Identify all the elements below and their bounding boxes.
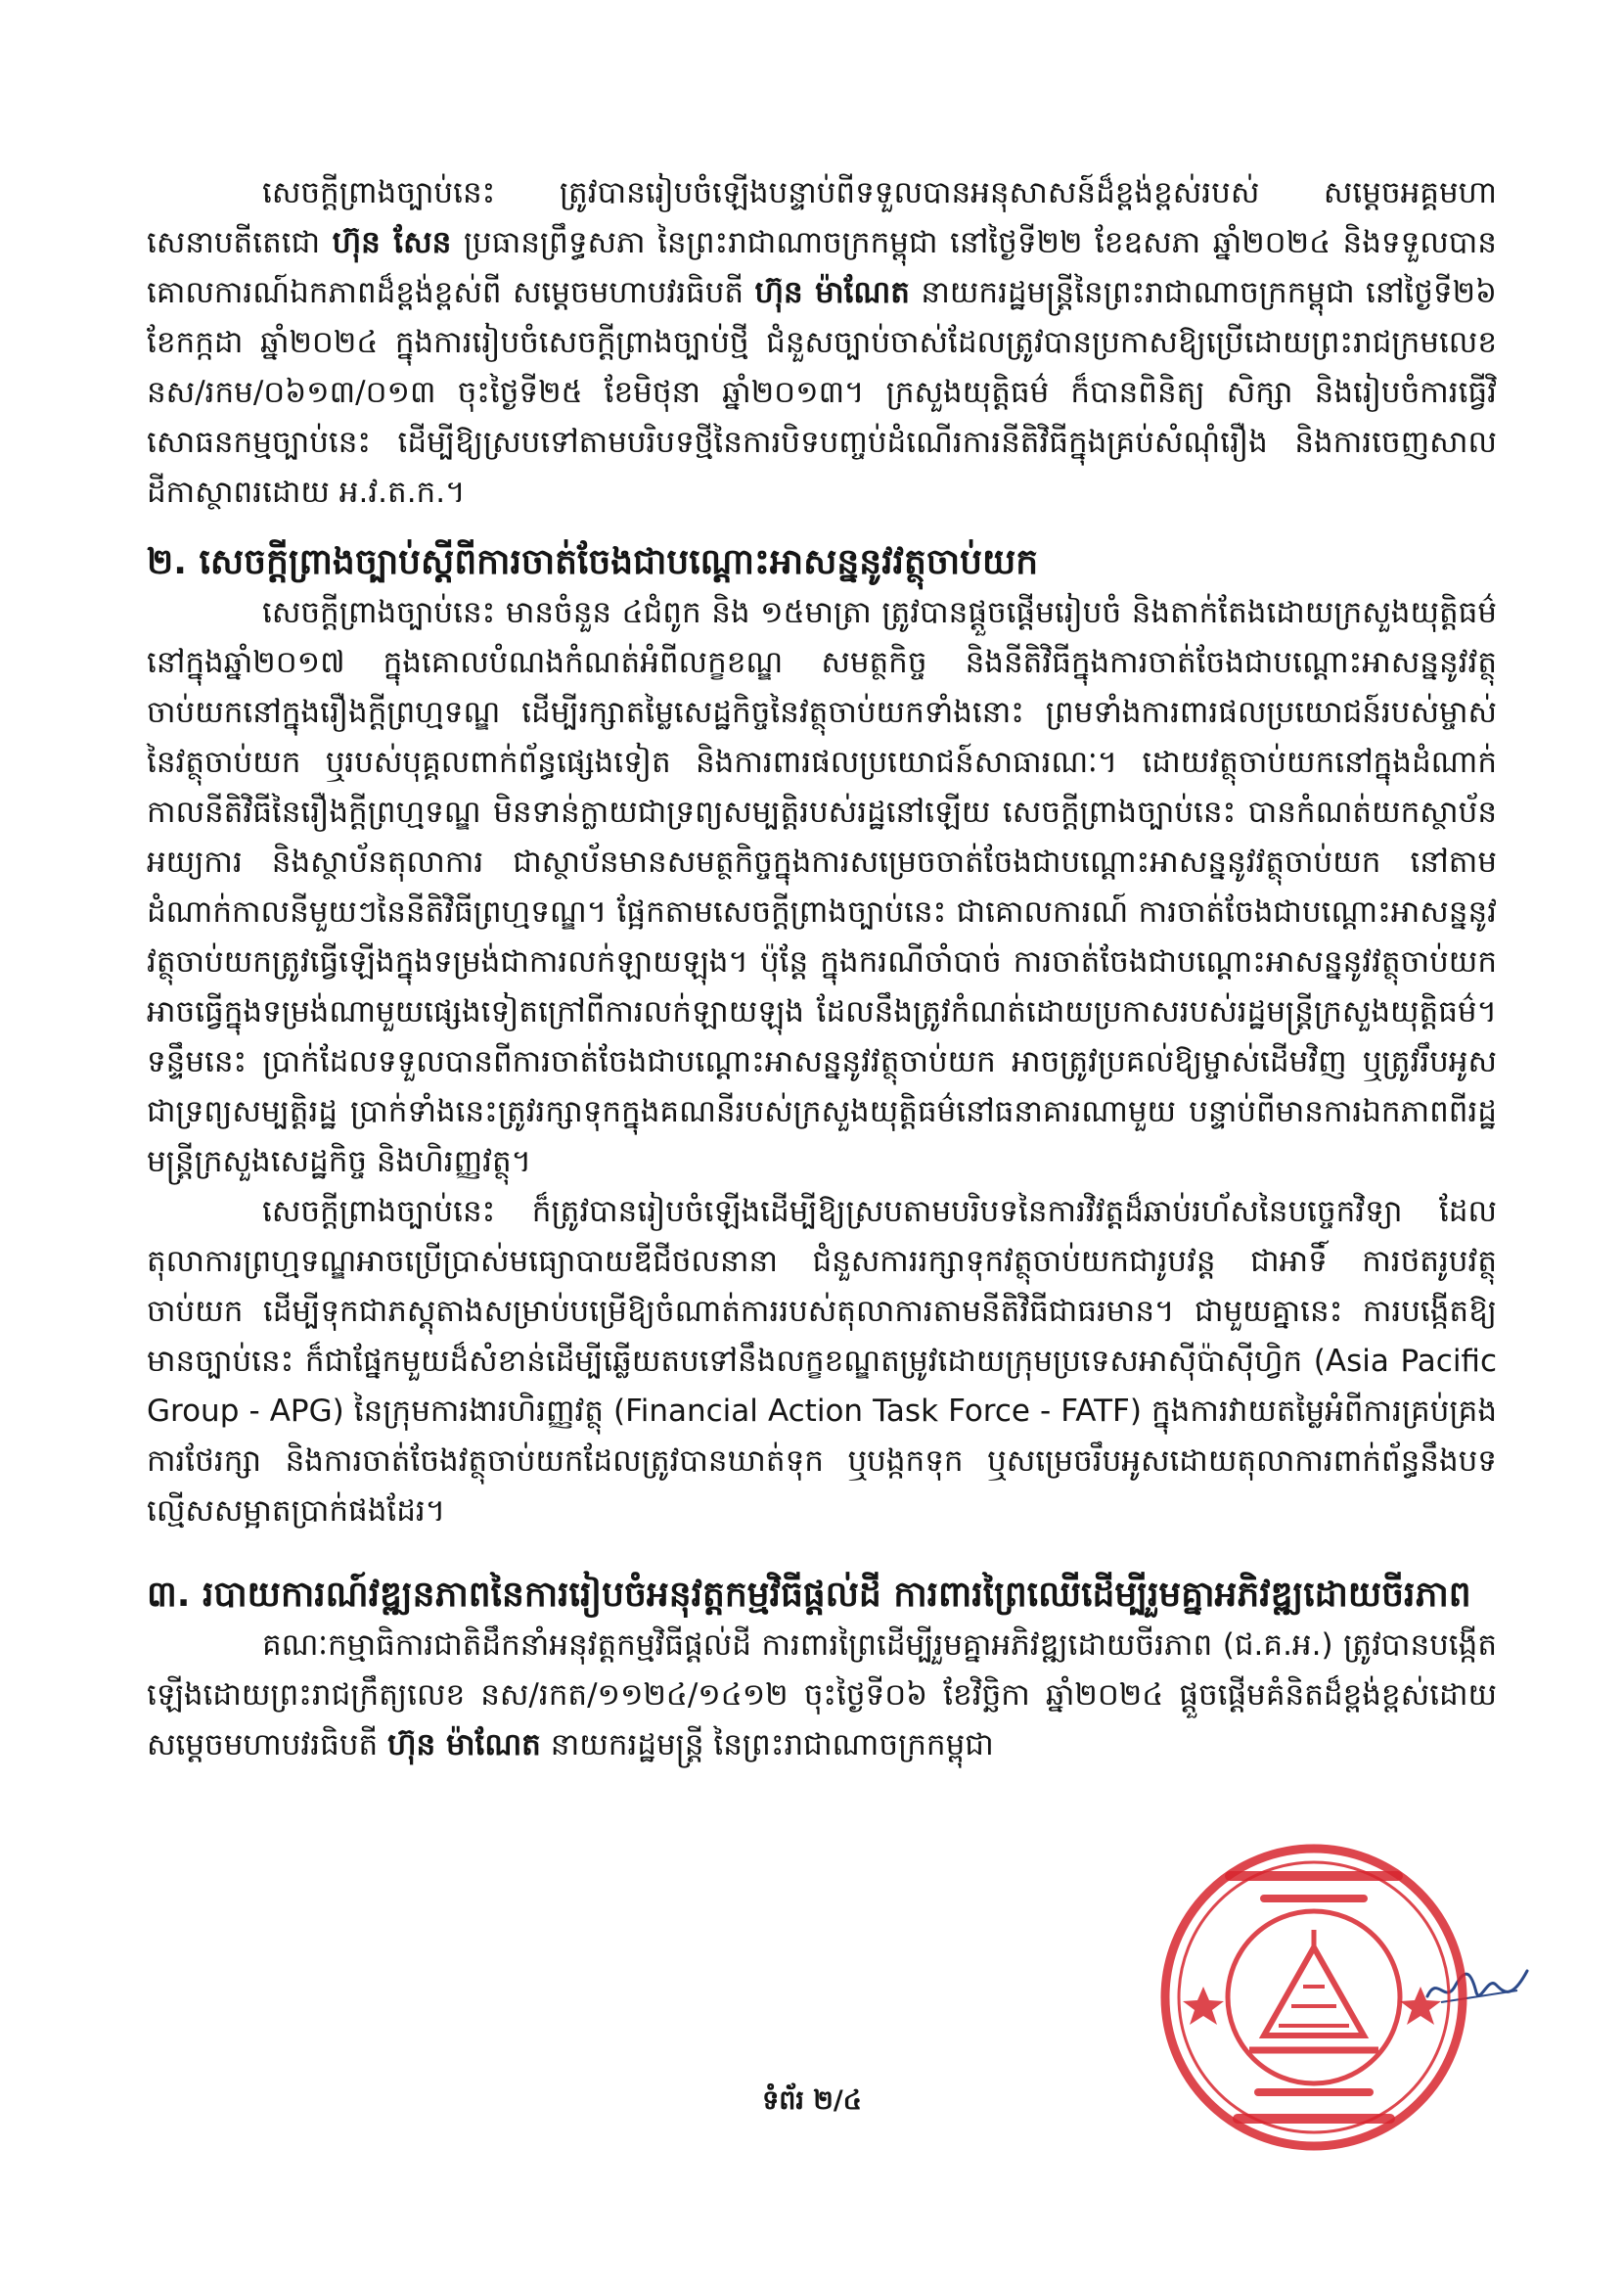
bold-name-hun-sen: ហ៊ុន សែន [332, 225, 452, 260]
section2-heading: ២. សេចក្តីព្រាងច្បាប់ស្តីពីការចាត់ចែងជាបណ្តោះអាសន្ននូវវត្ថុចាប់យក [147, 542, 1039, 582]
page-number: ទំព័រ ២/៤ [762, 2085, 862, 2116]
section3-heading: ៣. របាយការណ៍វឌ្ឍនភាពនៃការរៀបចំអនុវត្តកម្មវិធីផ្តល់ដី ការពារព្រៃឈើដើម្បីរួមគ្នាអភិវឌ្ឍដោយចីរភាព [147, 1575, 1471, 1615]
section1-paragraph [147, 168, 1497, 518]
section1-text-start: សេចក្តីព្រាងច្បាប់នេះ ត្រូវបានរៀបចំឡើងបន្ទាប់ពីទទួលបានអនុសាសន៍ដ៏ខ្ពង់ខ្ពស់របស់ សម្តេចអគ្គមហាសេនាបតីតេជោ [147, 175, 1497, 260]
section2-paragraph-1: សេចក្តីព្រាងច្បាប់នេះ មានចំនួន ៤ជំពូក និង ១៥មាត្រា ត្រូវបានផ្តួចផ្តើមរៀបចំ និងតាក់តែងដោយក្រសួងយុត្តិធម៌ នៅក្នុងឆ្នាំ២០១៧ ក្នុងគោលបំណងកំណត់អំពីលក្ខខណ្ឌ សមត្ថកិច្ច និងនីតិវិធីក្នុងការចាត់ចែងជាបណ្តោះអាសន្ននូវវត្ថុចាប់យកនៅក្នុងរឿងក្តីព្រហ្មទណ្ឌ ដើម្បីរក្សាតម្លៃសេដ្ឋកិច្ចនៃវត្ថុចាប់យកទាំងនោះ ព្រមទាំងការពារផលប្រយោជន៍របស់ម្ចាស់នៃវត្ថុចាប់យក ឬរបស់បុគ្គលពាក់ព័ន្ធផ្សេងទៀត និងការពារផលប្រយោជន៍សាធារណៈ។ ដោយវត្ថុចាប់យកនៅក្នុងដំណាក់កាលនីតិវិធីនៃរឿងក្តីព្រហ្មទណ្ឌ មិនទាន់ក្លាយជាទ្រព្យសម្បត្តិរបស់រដ្ឋនៅឡើយ សេចក្តីព្រាងច្បាប់នេះ បានកំណត់យកស្ថាប័នអយ្យការ និងស្ថាប័នតុលាការ ជាស្ថាប័នមានសមត្ថកិច្ចក្នុងការសម្រេចចាត់ចែងជាបណ្តោះអាសន្ននូវវត្ថុចាប់យក នៅតាមដំណាក់កាលនីមួយៗនៃនីតិវិធីព្រហ្មទណ្ឌ។ ផ្អែកតាមសេចក្តីព្រាងច្បាប់នេះ ជាគោលការណ៍ ការចាត់ចែងជាបណ្តោះអាសន្ននូវវត្ថុចាប់យកត្រូវធ្វើឡើងក្នុងទម្រង់ជាការលក់ឡាយឡុង។ ប៉ុន្តែ ក្នុងករណីចាំបាច់ ការចាត់ចែងជាបណ្តោះអាសន្ននូវវត្ថុចាប់យកអាចធ្វើក្នុងទម្រង់ណាមួយផ្សេងទៀតក្រៅពីការលក់ឡាយឡុង ដែលនឹងត្រូវកំណត់ដោយប្រកាសរបស់រដ្ឋមន្ត្រីក្រសួងយុត្តិធម៌។ ទន្ទឹមនេះ ប្រាក់ដែលទទួលបានពីការចាត់ចែងជាបណ្តោះអាសន្ននូវវត្ថុចាប់យក អាចត្រូវប្រគល់ឱ្យម្ចាស់ដើមវិញ ឬត្រូវរឹបអូសជាទ្រព្យសម្បត្តិរដ្ឋ ប្រាក់ទាំងនេះត្រូវរក្សាទុកក្នុងគណនីរបស់ក្រសួងយុត្តិធម៌នៅធនាគារណាមួយ បន្ទាប់ពីមានការឯកភាពពីរដ្ឋមន្ត្រីក្រសួងសេដ្ឋកិច្ច និងហិរញ្ញវត្ថុ។ [147, 595, 1497, 1179]
section1-text-end: នាយករដ្ឋមន្ត្រីនៃព្រះរាជាណាចក្រកម្ពុជា នៅថ្ងៃទី២៦ ខែកក្កដា ឆ្នាំ២០២៤ ក្នុងការរៀបចំសេចក្តីព្រាងច្បាប់ថ្មី ជំនួសច្បាប់ចាស់ដែលត្រូវបានប្រកាសឱ្យប្រើដោយព្រះរាជក្រមលេខ នស/រកម/០៦១៣/០១៣ ចុះថ្ងៃទី២៥ ខែមិថុនា ឆ្នាំ២០១៣។ ក្រសួងយុត្តិធម៌ ក៏បានពិនិត្យ សិក្សា និងរៀបចំការធ្វើវិសោធនកម្មច្បាប់នេះ ដើម្បីឱ្យស្របទៅតាមបរិបទថ្មីនៃការបិទបញ្ចប់ដំណើរការនីតិវិធីក្នុងគ្រប់សំណុំរឿង និងការចេញសាលដីកាស្ថាពរដោយ អ.វ.ត.ក.។ [147, 275, 1497, 510]
section3-text-end: នាយករដ្ឋមន្ត្រី នៃព្រះរាជាណាចក្រកម្ពុជា [540, 1727, 994, 1762]
section2-paragraph-2: សេចក្តីព្រាងច្បាប់នេះ ក៏ត្រូវបានរៀបចំឡើងដើម្បីឱ្យស្របតាមបរិបទនៃការវិវត្តដ៏ឆាប់រហ័សនៃបច្ចេកវិទ្យា ដែលតុលាការព្រហ្មទណ្ឌអាចប្រើប្រាស់មធ្យោបាយឌីជីថលនានា ជំនួសការរក្សាទុកវត្ថុចាប់យកជារូបវន្ត ជាអាទិ៍ ការថតរូបវត្ថុចាប់យក ដើម្បីទុកជាភស្តុតាងសម្រាប់បម្រើឱ្យចំណាត់ការរបស់តុលាការតាមនីតិវិធីជាធរមាន។ ជាមួយគ្នានេះ ការបង្កើតឱ្យមានច្បាប់នេះ ក៏ជាផ្នែកមួយដ៏សំខាន់ដើម្បីឆ្លើយតបទៅនឹងលក្ខខណ្ឌតម្រូវដោយក្រុមប្រទេសអាស៊ីប៉ាស៊ីហ្វិក (Asia Pacific Group - APG) នៃក្រុមការងារហិរញ្ញវត្ថុ (Financial Action Task Force - FATF) ក្នុងការវាយតម្លៃអំពីការគ្រប់គ្រង ការថែរក្សា និងការចាត់ចែងវត្ថុចាប់យកដែលត្រូវបានឃាត់ទុក ឬបង្កកទុក ឬសម្រេចរឹបអូសដោយតុលាការពាក់ព័ន្ធនឹងបទល្មើសសម្អាតប្រាក់ផងដែរ។ [147, 1194, 1497, 1529]
section1-text-middle: ប្រធានព្រឹទ្ធសភា នៃព្រះរាជាណាចក្រកម្ពុជា នៅថ្ងៃទី២២ ខែឧសភា ឆ្នាំ២០២៤ និងទទួលបានគោលការណ៍ឯកភាពដ៏ខ្ពង់ខ្ពស់ពី សម្តេចមហាបវរធិបតី [147, 225, 1497, 310]
bold-name-hun-manet: ហ៊ុន ម៉ាណែត [754, 275, 910, 310]
section3-text-start: គណៈកម្មាធិការជាតិដឹកនាំអនុវត្តកម្មវិធីផ្តល់ដី ការពារព្រៃដើម្បីរួមគ្នាអភិវឌ្ឍដោយចីរភាព (ជ.គ.អ.) ត្រូវបានបង្កើតឡើងដោយព្រះរាជក្រឹត្យលេខ នស/រកត/១១២៤/១៤១២ ចុះថ្ងៃទី០៦ ខែវិច្ឆិកា ឆ្នាំ២០២៤ ផ្តួចផ្តើមគំនិតដ៏ខ្ពង់ខ្ពស់ដោយ សម្តេចមហាបវរធិបតី [147, 1627, 1497, 1762]
document-body [147, 168, 1497, 1770]
bold-name-hun-manet-2: ហ៊ុន ម៉ាណែត [387, 1727, 541, 1762]
section3-paragraph [147, 1621, 1497, 1770]
